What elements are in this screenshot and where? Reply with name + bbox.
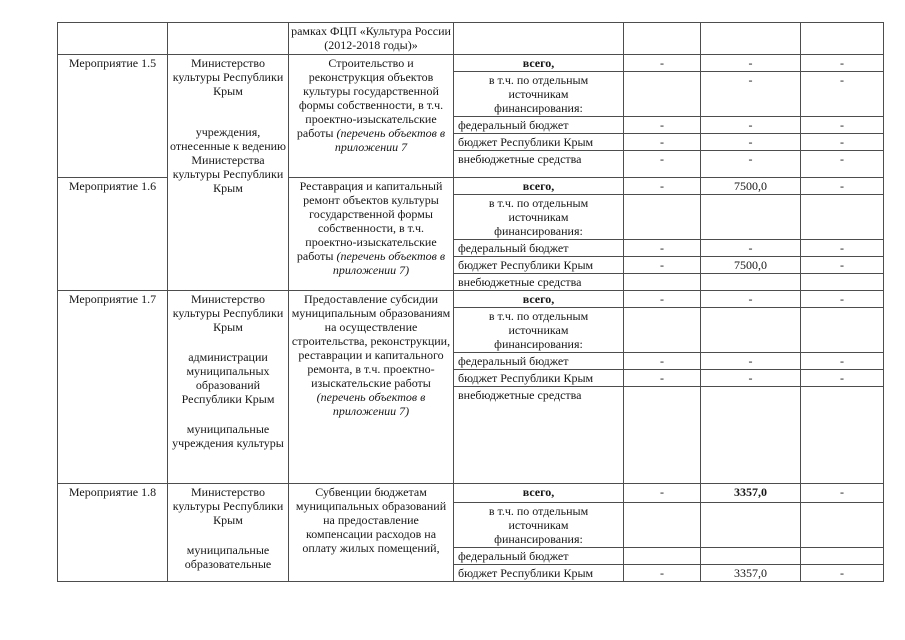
- value-cell: [701, 503, 801, 548]
- value-cell: [801, 548, 884, 565]
- description-cell: [289, 178, 454, 291]
- funding-label-federal: федеральный бюджет: [454, 240, 624, 257]
- value-cell: 3357,0: [701, 565, 801, 582]
- executor-text: Министерство культуры Республики Крым: [172, 485, 284, 527]
- value-cell: 7500,0: [701, 178, 801, 195]
- description-cell: [289, 484, 454, 582]
- value-cell: -: [701, 370, 801, 387]
- value-cell: [624, 274, 701, 291]
- value-cell: [701, 23, 801, 55]
- value-cell: [801, 308, 884, 353]
- value-cell: 3357,0: [701, 484, 801, 503]
- activity-cell: Мероприятие 1.7: [58, 291, 168, 484]
- program-activities-table: [57, 22, 884, 582]
- funding-label-total: всего,: [454, 55, 624, 72]
- value-cell: -: [701, 72, 801, 117]
- value-cell: -: [624, 178, 701, 195]
- value-cell: [801, 195, 884, 240]
- value-cell: -: [801, 565, 884, 582]
- value-cell: -: [624, 55, 701, 72]
- description-text: Строительство и реконструкция объектов культуры государственной формы собственности, в т.ч. проектно-изыскательские работы: [296, 56, 444, 140]
- funding-label-including: в т.ч. по отдельным источникам финансирования:: [454, 195, 624, 240]
- executor-text: муниципальные учреждения культуры: [172, 422, 284, 450]
- table-row: [58, 291, 884, 308]
- value-cell: -: [701, 151, 801, 178]
- funding-label-cell: [454, 23, 624, 55]
- funding-label-extrabudget: внебюджетные средства: [454, 387, 624, 484]
- value-cell: -: [624, 151, 701, 178]
- funding-label-crimea: бюджет Республики Крым: [454, 370, 624, 387]
- executor-cell: [168, 55, 289, 291]
- executor-text: Министерство культуры Республики Крым: [172, 56, 284, 98]
- executor-cell: [168, 291, 289, 484]
- value-cell: -: [624, 134, 701, 151]
- executor-cell: [168, 23, 289, 55]
- value-cell: -: [701, 134, 801, 151]
- activity-cell: Мероприятие 1.8: [58, 484, 168, 582]
- value-cell: -: [801, 484, 884, 503]
- value-cell: [624, 387, 701, 484]
- value-cell: -: [701, 353, 801, 370]
- executor-text: Министерство культуры Республики Крым: [172, 292, 284, 334]
- value-cell: -: [624, 291, 701, 308]
- value-cell: -: [624, 257, 701, 274]
- value-cell: [624, 195, 701, 240]
- value-cell: [701, 387, 801, 484]
- value-cell: [624, 308, 701, 353]
- funding-label-federal: федеральный бюджет: [454, 353, 624, 370]
- activity-cell: [58, 23, 168, 55]
- value-cell: 7500,0: [701, 257, 801, 274]
- funding-label-total: всего,: [454, 484, 624, 503]
- value-cell: -: [624, 117, 701, 134]
- description-cell: [289, 55, 454, 178]
- value-cell: -: [801, 178, 884, 195]
- funding-label-federal: федеральный бюджет: [454, 548, 624, 565]
- value-cell: [624, 548, 701, 565]
- value-cell: [701, 548, 801, 565]
- table-row: [58, 484, 884, 503]
- description-text: Предоставление субсидии муниципальным образованиям на осуществление строительства, реконструкции, реставрации и капитального ремонта, в т.ч. проектно-изыскательские работы: [291, 292, 451, 390]
- funding-label-extrabudget: внебюджетные средства: [454, 274, 624, 291]
- funding-label-total: всего,: [454, 178, 624, 195]
- value-cell: -: [701, 240, 801, 257]
- funding-label-extrabudget: внебюджетные средства: [454, 151, 624, 178]
- value-cell: -: [801, 240, 884, 257]
- value-cell: -: [624, 240, 701, 257]
- funding-label-crimea: бюджет Республики Крым: [454, 257, 624, 274]
- description-note: (перечень объектов в приложении 7): [316, 390, 426, 418]
- carryover-description: рамках ФЦП «Культура России (2012-2018 годы)»: [289, 23, 454, 55]
- value-cell: -: [624, 565, 701, 582]
- value-cell: [624, 23, 701, 55]
- value-cell: [624, 72, 701, 117]
- value-cell: -: [801, 353, 884, 370]
- funding-label-including: в т.ч. по отдельным источникам финансирования:: [454, 503, 624, 548]
- value-cell: [801, 274, 884, 291]
- description-note: (перечень объектов в приложении 7): [332, 249, 446, 277]
- value-cell: -: [801, 151, 884, 178]
- value-cell: -: [801, 72, 884, 117]
- value-cell: -: [701, 291, 801, 308]
- table-row: [58, 23, 884, 55]
- value-cell: [624, 503, 701, 548]
- value-cell: [701, 274, 801, 291]
- funding-label-including: в т.ч. по отдельным источникам финансирования:: [454, 72, 624, 117]
- value-cell: -: [801, 134, 884, 151]
- funding-label-total: всего,: [454, 291, 624, 308]
- value-cell: -: [801, 117, 884, 134]
- description-cell: [289, 291, 454, 484]
- value-cell: [701, 195, 801, 240]
- value-cell: -: [801, 291, 884, 308]
- executor-text: администрации муниципальных образований Республики Крым: [181, 350, 275, 406]
- value-cell: -: [624, 484, 701, 503]
- executor-text: муниципальные образовательные: [184, 543, 272, 571]
- value-cell: -: [801, 257, 884, 274]
- value-cell: [801, 23, 884, 55]
- activity-cell: Мероприятие 1.5: [58, 55, 168, 178]
- executor-text: учреждения, отнесенные к ведению Министерства культуры Республики Крым: [170, 125, 286, 195]
- description-note: (перечень объектов в приложении 7: [334, 126, 446, 154]
- value-cell: -: [801, 370, 884, 387]
- funding-label-including: в т.ч. по отдельным источникам финансирования:: [454, 308, 624, 353]
- value-cell: -: [624, 370, 701, 387]
- value-cell: -: [801, 55, 884, 72]
- value-cell: [801, 387, 884, 484]
- funding-label-crimea: бюджет Республики Крым: [454, 134, 624, 151]
- table-row: [58, 55, 884, 72]
- value-cell: [701, 308, 801, 353]
- value-cell: [801, 503, 884, 548]
- description-text: Реставрация и капитальный ремонт объектов культуры государственной формы собственности, в т.ч. проектно-изыскательские работы: [296, 179, 443, 263]
- activity-cell: Мероприятие 1.6: [58, 178, 168, 291]
- value-cell: -: [624, 353, 701, 370]
- executor-cell: [168, 484, 289, 582]
- description-text: Субвенции бюджетам муниципальных образований на предоставление компенсации расходов на оплату жилых помещений,: [295, 485, 447, 555]
- funding-label-federal: федеральный бюджет: [454, 117, 624, 134]
- value-cell: -: [701, 117, 801, 134]
- funding-label-crimea: бюджет Республики Крым: [454, 565, 624, 582]
- value-cell: -: [701, 55, 801, 72]
